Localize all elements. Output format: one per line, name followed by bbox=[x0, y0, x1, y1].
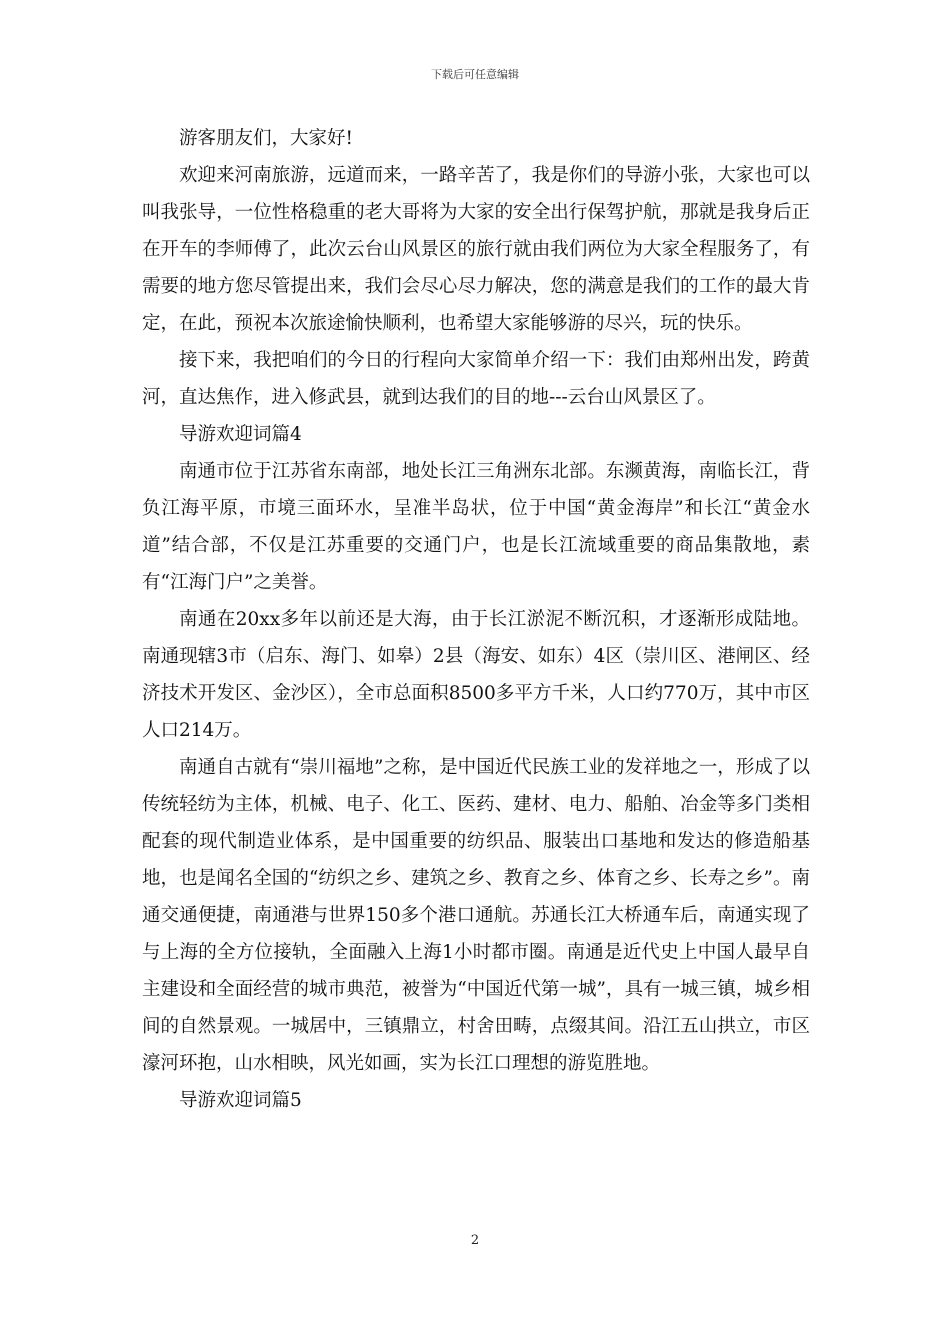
section-heading-5: 导游欢迎词篇5 bbox=[179, 1090, 302, 1111]
nantong-history-paragraph: 南通在20xx多年以前还是大海，由于长江淤泥不断沉积，才逐渐形成陆地。南通现辖3市（启东、海门、如皋）2县（海安、如东）4区（崇川区、港闸区、经济技术开发区、金沙区），全市总面积8500多平方千米，人口约770万，其中市区人口214万。 bbox=[142, 609, 810, 741]
nantong-location-paragraph: 南通市位于江苏省东南部，地处长江三角洲东北部。东濒黄海，南临长江，背负江海平原，市境三面环水，呈准半岛状，位于中国“黄金海岸”和长江“黄金水道”结合部，不仅是江苏重要的交通门户，也是长江流域重要的商品集散地，素有“江海门户”之美誉。 bbox=[142, 461, 810, 593]
document-body bbox=[142, 120, 810, 1119]
page-number: 2 bbox=[470, 1233, 480, 1248]
page-header: 下载后可任意编辑 bbox=[431, 68, 519, 81]
welcome-paragraph: 欢迎来河南旅游，远道而来，一路辛苦了，我是你们的导游小张，大家也可以叫我张导，一位性格稳重的老大哥将为大家的安全出行保驾护航，那就是我身后正在开车的李师傅了，此次云台山风景区的旅行就由我们两位为大家全程服务了，有需要的地方您尽管提出来，我们会尽心尽力解决，您的满意是我们的工作的最大肯定，在此，预祝本次旅途愉快顺利，也希望大家能够游的尽兴，玩的快乐。 bbox=[142, 165, 810, 334]
section-heading-4: 导游欢迎词篇4 bbox=[179, 424, 302, 445]
greeting-paragraph: 游客朋友们，大家好! bbox=[179, 128, 353, 149]
nantong-industry-paragraph: 南通自古就有“崇川福地”之称，是中国近代民族工业的发祥地之一，形成了以传统轻纺为主体，机械、电子、化工、医药、建材、电力、船舶、冶金等多门类相配套的现代制造业体系，是中国重要的纺织品、服装出口基地和发达的修造船基地，也是闻名全国的“纺织之乡、建筑之乡、教育之乡、体育之乡、长寿之乡”。南通交通便捷，南通港与世界150多个港口通航。苏通长江大桥通车后，南通实现了与上海的全方位接轨，全面融入上海1小时都市圈。南通是近代史上中国人最早自主建设和全面经营的城市典范，被誉为“中国近代第一城”，具有一城三镇，城乡相间的自然景观。一城居中，三镇鼎立，村舍田畴，点缀其间。沿江五山拱立，市区濠河环抱，山水相映，风光如画，实为长江口理想的游览胜地。 bbox=[142, 757, 810, 1074]
itinerary-paragraph: 接下来，我把咱们的今日的行程向大家简单介绍一下：我们由郑州出发，跨黄河，直达焦作，进入修武县，就到达我们的目的地---云台山风景区了。 bbox=[142, 350, 810, 408]
